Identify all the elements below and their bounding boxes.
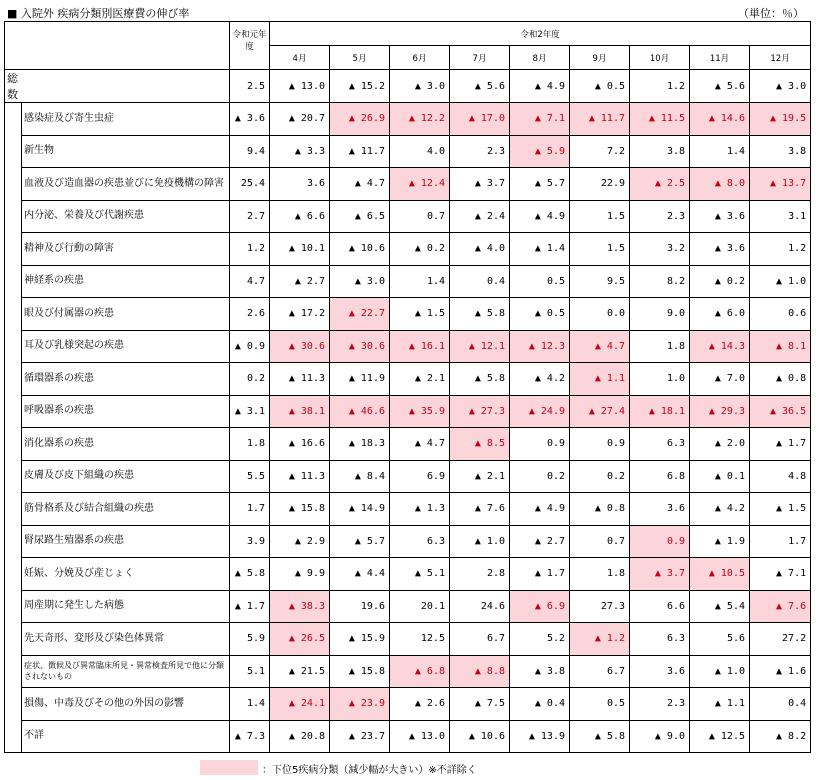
value-cell: ▲ 6.8 bbox=[390, 655, 450, 688]
row-label: 循環器系の疾患 bbox=[22, 363, 230, 396]
value-cell: ▲ 6.9 bbox=[510, 590, 570, 623]
indent-cell bbox=[5, 395, 22, 428]
value-cell: ▲ 20.7 bbox=[270, 103, 330, 136]
indent-cell bbox=[5, 688, 22, 721]
table-row bbox=[5, 168, 811, 201]
value-cell: ▲ 10.6 bbox=[330, 233, 390, 266]
value-cell: ▲ 1.5 bbox=[750, 493, 811, 526]
value-cell: 1.8 bbox=[230, 428, 270, 461]
header-group: 令和2年度 bbox=[270, 22, 811, 46]
value-cell: ▲ 11.3 bbox=[270, 363, 330, 396]
row-label: 先天奇形、変形及び染色体異常 bbox=[22, 623, 230, 656]
value-cell: ▲ 15.8 bbox=[330, 655, 390, 688]
table-row bbox=[5, 655, 811, 688]
value-cell: 9.5 bbox=[570, 265, 630, 298]
row-label: 眼及び付属器の疾患 bbox=[22, 298, 230, 331]
row-label: 耳及び乳様突起の疾患 bbox=[22, 330, 230, 363]
value-cell: ▲ 9.0 bbox=[630, 720, 690, 753]
value-cell: ▲ 1.0 bbox=[750, 265, 811, 298]
value-cell: 3.8 bbox=[750, 135, 811, 168]
indent-cell bbox=[5, 460, 22, 493]
table-row bbox=[5, 395, 811, 428]
value-cell: ▲ 38.3 bbox=[270, 590, 330, 623]
value-cell: 20.1 bbox=[390, 590, 450, 623]
row-label: 内分泌、栄養及び代謝疾患 bbox=[22, 200, 230, 233]
value-cell: ▲ 11.9 bbox=[330, 363, 390, 396]
value-cell: ▲ 0.8 bbox=[570, 493, 630, 526]
value-cell: ▲ 5.8 bbox=[450, 298, 510, 331]
indent-cell bbox=[5, 233, 22, 266]
value-cell: 0.2 bbox=[230, 363, 270, 396]
value-cell: 9.0 bbox=[630, 298, 690, 331]
value-cell: 5.9 bbox=[230, 623, 270, 656]
value-cell: ▲ 14.3 bbox=[690, 330, 750, 363]
indent-cell bbox=[5, 265, 22, 298]
value-cell: ▲ 6.6 bbox=[270, 200, 330, 233]
indent-cell bbox=[5, 330, 22, 363]
value-cell: ▲ 2.7 bbox=[270, 265, 330, 298]
value-cell: ▲ 9.9 bbox=[270, 558, 330, 591]
value-cell: ▲ 22.7 bbox=[330, 298, 390, 331]
row-label: 皮膚及び皮下組織の疾患 bbox=[22, 460, 230, 493]
value-cell: 1.4 bbox=[690, 135, 750, 168]
value-cell: ▲ 1.6 bbox=[750, 655, 811, 688]
value-cell: ▲ 15.9 bbox=[330, 623, 390, 656]
value-cell: ▲ 0.4 bbox=[510, 688, 570, 721]
indent-cell bbox=[5, 655, 22, 688]
value-cell: ▲ 5.8 bbox=[570, 720, 630, 753]
indent-cell bbox=[5, 623, 22, 656]
legend-swatch bbox=[200, 760, 258, 775]
value-cell: ▲ 1.7 bbox=[750, 428, 811, 461]
value-cell: ▲ 30.6 bbox=[330, 330, 390, 363]
value-cell: 0.9 bbox=[630, 525, 690, 558]
value-cell: ▲ 12.3 bbox=[510, 330, 570, 363]
value-cell: ▲ 5.4 bbox=[690, 590, 750, 623]
value-cell: 3.6 bbox=[630, 493, 690, 526]
row-label: 新生物 bbox=[22, 135, 230, 168]
value-cell: ▲ 8.5 bbox=[450, 428, 510, 461]
table-row bbox=[5, 720, 811, 753]
value-cell: ▲ 20.8 bbox=[270, 720, 330, 753]
value-cell: 27.3 bbox=[570, 590, 630, 623]
total-label-gap bbox=[22, 70, 230, 103]
value-cell: 6.3 bbox=[390, 525, 450, 558]
value-cell: ▲ 18.3 bbox=[330, 428, 390, 461]
value-cell: 12.5 bbox=[390, 623, 450, 656]
value-cell: ▲ 24.1 bbox=[270, 688, 330, 721]
value-cell: ▲ 0.5 bbox=[570, 70, 630, 103]
value-cell: ▲ 16.6 bbox=[270, 428, 330, 461]
value-cell: ▲ 15.2 bbox=[330, 70, 390, 103]
value-cell: 1.8 bbox=[570, 558, 630, 591]
indent-cell bbox=[5, 558, 22, 591]
table-row bbox=[5, 525, 811, 558]
value-cell: ▲ 4.2 bbox=[690, 493, 750, 526]
value-cell: 0.9 bbox=[570, 428, 630, 461]
value-cell: 2.3 bbox=[630, 688, 690, 721]
value-cell: 19.6 bbox=[330, 590, 390, 623]
value-cell: ▲ 3.0 bbox=[330, 265, 390, 298]
header-first-year: 令和元年度 bbox=[230, 22, 270, 70]
value-cell: ▲ 4.2 bbox=[510, 363, 570, 396]
value-cell: 0.2 bbox=[570, 460, 630, 493]
value-cell: 1.4 bbox=[390, 265, 450, 298]
value-cell: ▲ 12.1 bbox=[450, 330, 510, 363]
value-cell: ▲ 2.0 bbox=[690, 428, 750, 461]
value-cell: 3.1 bbox=[750, 200, 811, 233]
value-cell: ▲ 27.4 bbox=[570, 395, 630, 428]
value-cell: 6.3 bbox=[630, 623, 690, 656]
value-cell: ▲ 0.9 bbox=[230, 330, 270, 363]
value-cell: ▲ 7.6 bbox=[450, 493, 510, 526]
value-cell: ▲ 2.9 bbox=[270, 525, 330, 558]
value-cell: 3.6 bbox=[630, 655, 690, 688]
value-cell: ▲ 3.8 bbox=[510, 655, 570, 688]
table-row bbox=[5, 265, 811, 298]
value-cell: 3.9 bbox=[230, 525, 270, 558]
value-cell: ▲ 4.7 bbox=[330, 168, 390, 201]
value-cell: ▲ 7.1 bbox=[750, 558, 811, 591]
header-month: 4月 bbox=[270, 46, 330, 70]
value-cell: ▲ 11.5 bbox=[630, 103, 690, 136]
value-cell: 5.5 bbox=[230, 460, 270, 493]
table-row bbox=[5, 103, 811, 136]
value-cell: 2.3 bbox=[630, 200, 690, 233]
indent-cell bbox=[5, 363, 22, 396]
value-cell: ▲ 26.5 bbox=[270, 623, 330, 656]
value-cell: 1.0 bbox=[630, 363, 690, 396]
value-cell: ▲ 1.5 bbox=[390, 298, 450, 331]
header-month: 7月 bbox=[450, 46, 510, 70]
value-cell: ▲ 13.9 bbox=[510, 720, 570, 753]
value-cell: 4.0 bbox=[390, 135, 450, 168]
value-cell: ▲ 4.0 bbox=[450, 233, 510, 266]
value-cell: 6.8 bbox=[630, 460, 690, 493]
value-cell: 1.2 bbox=[230, 233, 270, 266]
value-cell: 0.5 bbox=[570, 688, 630, 721]
value-cell: ▲ 29.3 bbox=[690, 395, 750, 428]
row-label: 腎尿路生殖器系の疾患 bbox=[22, 525, 230, 558]
growth-rate-table bbox=[4, 21, 811, 753]
row-label: 損傷、中毒及びその他の外因の影響 bbox=[22, 688, 230, 721]
value-cell: ▲ 1.2 bbox=[570, 623, 630, 656]
value-cell: ▲ 35.9 bbox=[390, 395, 450, 428]
header-month: 6月 bbox=[390, 46, 450, 70]
value-cell: 1.7 bbox=[750, 525, 811, 558]
indent-cell bbox=[5, 135, 22, 168]
value-cell: ▲ 14.9 bbox=[330, 493, 390, 526]
value-cell: ▲ 4.9 bbox=[510, 493, 570, 526]
table-row bbox=[5, 135, 811, 168]
value-cell: 24.6 bbox=[450, 590, 510, 623]
value-cell: 2.7 bbox=[230, 200, 270, 233]
value-cell: 1.5 bbox=[570, 200, 630, 233]
value-cell: 1.4 bbox=[230, 688, 270, 721]
value-cell: ▲ 3.3 bbox=[270, 135, 330, 168]
value-cell: 8.2 bbox=[630, 265, 690, 298]
value-cell: ▲ 3.0 bbox=[750, 70, 811, 103]
indent-cell bbox=[5, 168, 22, 201]
value-cell: ▲ 7.5 bbox=[450, 688, 510, 721]
value-cell: ▲ 17.0 bbox=[450, 103, 510, 136]
header-corner bbox=[5, 22, 230, 70]
value-cell: ▲ 19.5 bbox=[750, 103, 811, 136]
value-cell: 0.4 bbox=[450, 265, 510, 298]
unit-label: （単位：％） bbox=[738, 7, 804, 20]
value-cell: ▲ 5.1 bbox=[390, 558, 450, 591]
value-cell: 9.4 bbox=[230, 135, 270, 168]
header-month: 12月 bbox=[750, 46, 811, 70]
value-cell: ▲ 4.4 bbox=[330, 558, 390, 591]
value-cell: ▲ 27.3 bbox=[450, 395, 510, 428]
table-row bbox=[5, 623, 811, 656]
table-row bbox=[5, 558, 811, 591]
value-cell: ▲ 3.0 bbox=[390, 70, 450, 103]
table-row bbox=[5, 493, 811, 526]
value-cell: ▲ 1.7 bbox=[510, 558, 570, 591]
value-cell: 3.6 bbox=[270, 168, 330, 201]
value-cell: ▲ 4.9 bbox=[510, 200, 570, 233]
table-row bbox=[5, 590, 811, 623]
value-cell: ▲ 4.7 bbox=[390, 428, 450, 461]
row-label: 血液及び造血器の疾患並びに免疫機構の障害 bbox=[22, 168, 230, 201]
value-cell: 0.7 bbox=[570, 525, 630, 558]
value-cell: 0.4 bbox=[750, 688, 811, 721]
value-cell: ▲ 0.1 bbox=[690, 460, 750, 493]
value-cell: ▲ 1.1 bbox=[690, 688, 750, 721]
value-cell: 1.5 bbox=[570, 233, 630, 266]
header-month: 10月 bbox=[630, 46, 690, 70]
value-cell: ▲ 11.3 bbox=[270, 460, 330, 493]
value-cell: ▲ 5.6 bbox=[690, 70, 750, 103]
value-cell: 0.6 bbox=[750, 298, 811, 331]
value-cell: ▲ 0.2 bbox=[690, 265, 750, 298]
value-cell: ▲ 21.5 bbox=[270, 655, 330, 688]
value-cell: ▲ 2.5 bbox=[630, 168, 690, 201]
row-label: 精神及び行動の障害 bbox=[22, 233, 230, 266]
value-cell: ▲ 5.7 bbox=[510, 168, 570, 201]
value-cell: 7.2 bbox=[570, 135, 630, 168]
value-cell: ▲ 23.7 bbox=[330, 720, 390, 753]
value-cell: 22.9 bbox=[570, 168, 630, 201]
row-label: 妊娠、分娩及び産じょく bbox=[22, 558, 230, 591]
value-cell: ▲ 1.3 bbox=[390, 493, 450, 526]
value-cell: 1.2 bbox=[750, 233, 811, 266]
value-cell: ▲ 8.1 bbox=[750, 330, 811, 363]
value-cell: 2.6 bbox=[230, 298, 270, 331]
value-cell: 0.9 bbox=[510, 428, 570, 461]
value-cell: 5.2 bbox=[510, 623, 570, 656]
value-cell: ▲ 23.9 bbox=[330, 688, 390, 721]
value-cell: ▲ 4.7 bbox=[570, 330, 630, 363]
indent-cell bbox=[5, 428, 22, 461]
value-cell: 0.2 bbox=[510, 460, 570, 493]
value-cell: ▲ 2.7 bbox=[510, 525, 570, 558]
row-label: 周産期に発生した病態 bbox=[22, 590, 230, 623]
value-cell: ▲ 3.7 bbox=[630, 558, 690, 591]
value-cell: 6.9 bbox=[390, 460, 450, 493]
header-month: 11月 bbox=[690, 46, 750, 70]
indent-cell bbox=[5, 493, 22, 526]
row-label: 消化器系の疾患 bbox=[22, 428, 230, 461]
indent-cell bbox=[5, 103, 22, 136]
value-cell: ▲ 0.2 bbox=[390, 233, 450, 266]
value-cell: ▲ 10.1 bbox=[270, 233, 330, 266]
value-cell: 3.2 bbox=[630, 233, 690, 266]
row-label: 症状、徴候及び異常臨床所見・異常検査所見で他に分類されないもの bbox=[22, 655, 230, 688]
value-cell: ▲ 6.0 bbox=[690, 298, 750, 331]
value-cell: ▲ 0.8 bbox=[750, 363, 811, 396]
value-cell: ▲ 3.7 bbox=[450, 168, 510, 201]
value-cell: 25.4 bbox=[230, 168, 270, 201]
value-cell: ▲ 7.0 bbox=[690, 363, 750, 396]
value-cell: ▲ 5.6 bbox=[450, 70, 510, 103]
legend-text: ：下位5疾病分類（減少幅が大きい）※不詳除く bbox=[262, 765, 477, 776]
value-cell: ▲ 8.0 bbox=[690, 168, 750, 201]
value-cell: 6.6 bbox=[630, 590, 690, 623]
value-cell: ▲ 1.0 bbox=[450, 525, 510, 558]
value-cell: ▲ 1.7 bbox=[230, 590, 270, 623]
row-label: 感染症及び寄生虫症 bbox=[22, 103, 230, 136]
header-month: 5月 bbox=[330, 46, 390, 70]
value-cell: 0.5 bbox=[510, 265, 570, 298]
value-cell: ▲ 0.5 bbox=[510, 298, 570, 331]
indent-cell bbox=[5, 525, 22, 558]
value-cell: 4.8 bbox=[750, 460, 811, 493]
value-cell: ▲ 24.9 bbox=[510, 395, 570, 428]
row-label: 神経系の疾患 bbox=[22, 265, 230, 298]
value-cell: 0.7 bbox=[390, 200, 450, 233]
value-cell: ▲ 36.5 bbox=[750, 395, 811, 428]
value-cell: ▲ 30.6 bbox=[270, 330, 330, 363]
value-cell: ▲ 13.0 bbox=[270, 70, 330, 103]
value-cell: ▲ 18.1 bbox=[630, 395, 690, 428]
indent-cell bbox=[5, 200, 22, 233]
value-cell: ▲ 38.1 bbox=[270, 395, 330, 428]
table-row bbox=[5, 233, 811, 266]
row-label: 不詳 bbox=[22, 720, 230, 753]
table-row bbox=[5, 363, 811, 396]
header-row-1 bbox=[5, 22, 811, 46]
header-month: 8月 bbox=[510, 46, 570, 70]
value-cell: 1.7 bbox=[230, 493, 270, 526]
row-label: 呼吸器系の疾患 bbox=[22, 395, 230, 428]
value-cell: ▲ 3.6 bbox=[230, 103, 270, 136]
header-month: 9月 bbox=[570, 46, 630, 70]
value-cell: ▲ 15.8 bbox=[270, 493, 330, 526]
value-cell: ▲ 10.6 bbox=[450, 720, 510, 753]
value-cell: ▲ 2.4 bbox=[450, 200, 510, 233]
value-cell: 2.3 bbox=[450, 135, 510, 168]
table-row bbox=[5, 200, 811, 233]
value-cell: ▲ 12.2 bbox=[390, 103, 450, 136]
value-cell: ▲ 7.3 bbox=[230, 720, 270, 753]
table-row bbox=[5, 298, 811, 331]
indent-cell bbox=[5, 720, 22, 753]
value-cell: 1.8 bbox=[630, 330, 690, 363]
value-cell: ▲ 2.1 bbox=[390, 363, 450, 396]
value-cell: ▲ 3.1 bbox=[230, 395, 270, 428]
value-cell: 5.6 bbox=[690, 623, 750, 656]
value-cell: ▲ 1.0 bbox=[690, 655, 750, 688]
value-cell: ▲ 12.5 bbox=[690, 720, 750, 753]
value-cell: ▲ 1.4 bbox=[510, 233, 570, 266]
table-row bbox=[5, 428, 811, 461]
table-row bbox=[5, 688, 811, 721]
indent-cell bbox=[5, 298, 22, 331]
value-cell: ▲ 11.7 bbox=[570, 103, 630, 136]
table-row bbox=[5, 330, 811, 363]
total-label: 総数 bbox=[5, 70, 22, 103]
value-cell: ▲ 7.1 bbox=[510, 103, 570, 136]
value-cell: ▲ 3.6 bbox=[690, 200, 750, 233]
value-cell: 0.0 bbox=[570, 298, 630, 331]
row-label: 筋骨格系及び結合組織の疾患 bbox=[22, 493, 230, 526]
value-cell: ▲ 2.1 bbox=[450, 460, 510, 493]
value-cell: ▲ 12.4 bbox=[390, 168, 450, 201]
value-cell: 2.5 bbox=[230, 70, 270, 103]
value-cell: ▲ 13.0 bbox=[390, 720, 450, 753]
value-cell: ▲ 17.2 bbox=[270, 298, 330, 331]
value-cell: 4.7 bbox=[230, 265, 270, 298]
value-cell: ▲ 5.8 bbox=[230, 558, 270, 591]
value-cell: ▲ 3.6 bbox=[690, 233, 750, 266]
value-cell: ▲ 4.9 bbox=[510, 70, 570, 103]
value-cell: ▲ 26.9 bbox=[330, 103, 390, 136]
value-cell: ▲ 1.9 bbox=[690, 525, 750, 558]
value-cell: ▲ 13.7 bbox=[750, 168, 811, 201]
total-row bbox=[5, 70, 811, 103]
table-title: ■ 入院外 疾病分類別医療費の伸び率 bbox=[7, 7, 190, 20]
value-cell: ▲ 11.7 bbox=[330, 135, 390, 168]
value-cell: ▲ 46.6 bbox=[330, 395, 390, 428]
value-cell: ▲ 10.5 bbox=[690, 558, 750, 591]
value-cell: 3.8 bbox=[630, 135, 690, 168]
value-cell: 27.2 bbox=[750, 623, 811, 656]
value-cell: ▲ 16.1 bbox=[390, 330, 450, 363]
value-cell: ▲ 6.5 bbox=[330, 200, 390, 233]
value-cell: 6.7 bbox=[450, 623, 510, 656]
value-cell: 1.2 bbox=[630, 70, 690, 103]
table-row bbox=[5, 460, 811, 493]
value-cell: ▲ 5.8 bbox=[450, 363, 510, 396]
value-cell: 6.7 bbox=[570, 655, 630, 688]
value-cell: ▲ 2.6 bbox=[390, 688, 450, 721]
value-cell: ▲ 7.6 bbox=[750, 590, 811, 623]
value-cell: 6.3 bbox=[630, 428, 690, 461]
value-cell: ▲ 14.6 bbox=[690, 103, 750, 136]
value-cell: ▲ 5.9 bbox=[510, 135, 570, 168]
value-cell: ▲ 1.1 bbox=[570, 363, 630, 396]
value-cell: ▲ 5.7 bbox=[330, 525, 390, 558]
value-cell: ▲ 8.2 bbox=[750, 720, 811, 753]
value-cell: 2.8 bbox=[450, 558, 510, 591]
value-cell: 5.1 bbox=[230, 655, 270, 688]
value-cell: ▲ 8.4 bbox=[330, 460, 390, 493]
indent-cell bbox=[5, 590, 22, 623]
value-cell: ▲ 8.8 bbox=[450, 655, 510, 688]
